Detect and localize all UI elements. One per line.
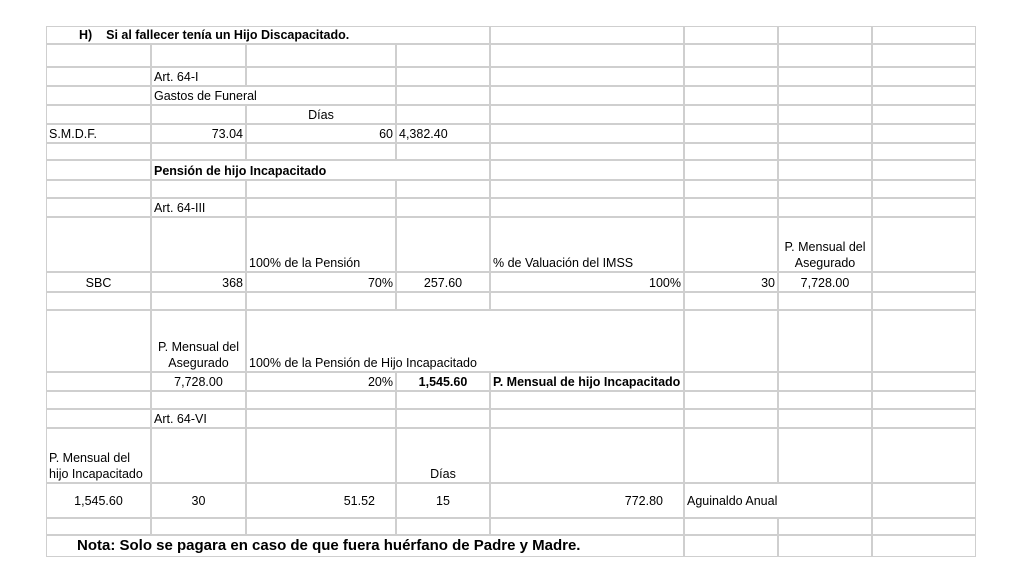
table-cell[interactable] — [151, 409, 246, 428]
table-cell[interactable] — [778, 372, 872, 391]
table-cell[interactable] — [778, 428, 872, 483]
note-text: Nota: Solo se pagara en caso de que fuera huérfano de Padre y Madre. — [77, 537, 581, 554]
child-percent: 20% — [367, 375, 393, 389]
table-cell[interactable] — [872, 124, 976, 143]
table-cell[interactable] — [396, 518, 490, 535]
table-cell[interactable] — [872, 105, 976, 124]
table-cell[interactable] — [396, 217, 490, 272]
table-cell[interactable] — [490, 86, 684, 105]
table-cell[interactable] — [490, 518, 684, 535]
smdf-days: 60 — [379, 127, 393, 141]
insured-monthly-pension-header: P. Mensual del Asegurado — [784, 240, 866, 270]
table-cell[interactable] — [490, 198, 684, 217]
table-cell[interactable] — [872, 272, 976, 292]
table-cell[interactable] — [246, 428, 396, 483]
table-cell[interactable] — [778, 310, 872, 372]
table-cell[interactable] — [151, 518, 246, 535]
table-cell[interactable] — [684, 217, 778, 272]
table-cell[interactable] — [684, 124, 778, 143]
table-row — [46, 180, 976, 198]
table-cell[interactable] — [872, 217, 976, 272]
table-cell[interactable] — [778, 124, 872, 143]
table-cell[interactable] — [246, 180, 396, 198]
table-cell[interactable] — [684, 67, 778, 86]
table-cell[interactable] — [396, 428, 490, 483]
insured-monthly-pension: 7,728.00 — [174, 375, 223, 389]
table-cell[interactable] — [490, 67, 684, 86]
table-row — [46, 272, 976, 292]
table-cell[interactable] — [46, 372, 151, 391]
annual-bonus-label: Aguinaldo Anual — [687, 493, 778, 508]
table-cell[interactable] — [490, 160, 684, 180]
table-cell[interactable] — [246, 217, 396, 272]
table-cell[interactable] — [684, 409, 778, 428]
sbc-value: 368 — [222, 276, 243, 290]
table-cell[interactable] — [151, 292, 246, 310]
table-cell[interactable] — [151, 310, 246, 372]
imss-valuation-header: % de Valuación del IMSS — [493, 256, 634, 270]
note-cell[interactable] — [46, 535, 684, 557]
table-cell[interactable] — [490, 143, 684, 160]
table-cell[interactable] — [778, 409, 872, 428]
sbc-percent: 70% — [367, 276, 393, 290]
bonus-base: 1,545.60 — [74, 493, 123, 508]
table-cell[interactable] — [778, 198, 872, 217]
table-cell[interactable] — [872, 535, 976, 557]
table-cell[interactable] — [872, 409, 976, 428]
table-cell[interactable] — [46, 409, 151, 428]
table-cell[interactable] — [684, 428, 778, 483]
table-cell[interactable] — [872, 198, 976, 217]
smdf-total: 4,382.40 — [399, 127, 448, 141]
table-cell[interactable] — [46, 272, 151, 292]
child-monthly-pension: 1,545.60 — [418, 375, 468, 389]
table-cell[interactable] — [872, 160, 976, 180]
table-cell[interactable] — [246, 272, 396, 292]
table-row — [46, 483, 976, 518]
table-cell[interactable] — [396, 86, 490, 105]
table-cell[interactable] — [872, 428, 976, 483]
table-row — [46, 105, 976, 124]
table-cell[interactable] — [778, 67, 872, 86]
table-row — [46, 86, 976, 105]
table-cell[interactable] — [778, 518, 872, 535]
child-pension-heading: Pensión de hijo Incapacitado — [154, 164, 327, 178]
table-cell[interactable] — [246, 483, 396, 518]
table-row — [46, 292, 976, 310]
table-cell[interactable] — [396, 105, 490, 124]
article-label: Art. 64-III — [154, 201, 206, 215]
table-cell[interactable] — [151, 67, 246, 86]
table-cell[interactable] — [46, 160, 151, 180]
table-cell[interactable] — [396, 44, 490, 67]
table-cell[interactable] — [246, 409, 396, 428]
spreadsheet-table — [46, 26, 976, 557]
table-row — [46, 26, 976, 44]
table-cell[interactable] — [872, 44, 976, 67]
table-cell[interactable] — [778, 292, 872, 310]
table-cell[interactable] — [778, 26, 872, 44]
table-row — [46, 160, 976, 180]
table-cell[interactable] — [778, 391, 872, 409]
bonus-days: 15 — [436, 493, 450, 508]
table-cell[interactable] — [246, 292, 396, 310]
section-title-cell[interactable] — [46, 26, 490, 44]
sbc-days: 30 — [761, 276, 775, 290]
table-cell[interactable] — [684, 272, 778, 292]
smdf-value: 73.04 — [211, 127, 243, 141]
table-cell[interactable] — [46, 143, 151, 160]
table-cell[interactable] — [490, 180, 684, 198]
table-cell[interactable] — [396, 292, 490, 310]
table-cell[interactable] — [872, 180, 976, 198]
table-cell[interactable] — [46, 67, 151, 86]
child-monthly-pension-header: P. Mensual del hijo Incapacitado — [49, 451, 143, 481]
table-cell[interactable] — [396, 409, 490, 428]
table-cell[interactable] — [684, 160, 778, 180]
table-cell[interactable] — [778, 44, 872, 67]
table-cell[interactable] — [872, 292, 976, 310]
table-cell[interactable] — [46, 292, 151, 310]
table-cell[interactable] — [684, 180, 778, 198]
table-cell[interactable] — [684, 391, 778, 409]
child-monthly-pension-label: P. Mensual de hijo Incapacitado — [493, 375, 681, 389]
table-cell[interactable] — [246, 67, 396, 86]
table-row — [46, 518, 976, 535]
days-header: Días — [430, 467, 456, 481]
table-cell[interactable] — [151, 44, 246, 67]
table-row — [46, 44, 976, 67]
table-cell[interactable] — [490, 105, 684, 124]
table-cell[interactable] — [490, 124, 684, 143]
table-cell[interactable] — [684, 535, 778, 557]
valuation-percent: 100% — [649, 276, 681, 290]
table-cell[interactable] — [872, 86, 976, 105]
table-cell[interactable] — [46, 391, 151, 409]
section-title: H) Si al fallecer tenía un Hijo Discapacitado. — [79, 28, 350, 42]
table-cell[interactable] — [246, 518, 396, 535]
table-cell[interactable] — [396, 272, 490, 292]
table-cell[interactable] — [778, 180, 872, 198]
table-cell[interactable] — [872, 483, 976, 518]
table-row — [46, 124, 976, 143]
insured-monthly-pension-header: P. Mensual del Asegurado — [157, 340, 240, 370]
table-cell[interactable] — [778, 160, 872, 180]
table-cell[interactable] — [46, 180, 151, 198]
bonus-total: 772.80 — [624, 493, 663, 508]
bonus-daily-amount: 51.52 — [343, 493, 375, 508]
table-cell[interactable] — [46, 86, 151, 105]
table-cell[interactable] — [151, 428, 246, 483]
table-cell[interactable] — [490, 217, 684, 272]
table-cell[interactable] — [872, 67, 976, 86]
table-cell[interactable] — [246, 143, 396, 160]
table-cell[interactable] — [490, 391, 684, 409]
table-cell[interactable] — [151, 105, 246, 124]
article-label: Art. 64-I — [154, 70, 199, 84]
table-row — [46, 372, 976, 391]
table-cell[interactable] — [46, 44, 151, 67]
table-cell[interactable] — [684, 292, 778, 310]
table-cell[interactable] — [151, 124, 246, 143]
table-cell[interactable] — [46, 518, 151, 535]
table-cell[interactable] — [151, 372, 246, 391]
table-cell[interactable] — [684, 44, 778, 67]
table-cell[interactable] — [46, 198, 151, 217]
days-header: Días — [308, 108, 334, 122]
table-cell[interactable] — [872, 518, 976, 535]
table-cell[interactable] — [46, 217, 151, 272]
table-cell[interactable] — [151, 198, 246, 217]
table-cell[interactable] — [396, 143, 490, 160]
table-cell[interactable] — [396, 391, 490, 409]
article-label: Art. 64-VI — [154, 412, 207, 426]
table-cell[interactable] — [778, 86, 872, 105]
table-cell[interactable] — [246, 372, 396, 391]
table-cell[interactable] — [872, 310, 976, 372]
table-row — [46, 198, 976, 217]
table-row — [46, 67, 976, 86]
table-cell[interactable] — [778, 105, 872, 124]
table-cell[interactable] — [490, 26, 684, 44]
table-cell[interactable] — [684, 198, 778, 217]
table-cell[interactable] — [872, 26, 976, 44]
table-cell[interactable] — [872, 372, 976, 391]
table-cell[interactable] — [684, 310, 778, 372]
pension-percent-header: 100% de la Pensión — [249, 256, 361, 270]
table-cell[interactable] — [46, 483, 151, 518]
table-cell[interactable] — [151, 180, 246, 198]
table-cell[interactable] — [684, 26, 778, 44]
table-cell[interactable] — [246, 124, 396, 143]
bonus-month-days: 30 — [191, 493, 206, 508]
table-cell[interactable] — [490, 292, 684, 310]
table-cell[interactable] — [151, 483, 246, 518]
table-cell[interactable] — [46, 310, 151, 372]
table-cell[interactable] — [46, 124, 151, 143]
table-cell[interactable] — [684, 86, 778, 105]
table-cell[interactable] — [396, 483, 490, 518]
table-cell[interactable] — [490, 409, 684, 428]
table-cell[interactable] — [684, 105, 778, 124]
table-cell[interactable] — [396, 67, 490, 86]
table-cell[interactable] — [490, 483, 684, 518]
table-cell[interactable] — [684, 372, 778, 391]
table-cell[interactable] — [778, 272, 872, 292]
funeral-expenses-label: Gastos de Funeral — [154, 89, 257, 103]
table-row — [46, 535, 976, 557]
table-cell[interactable] — [872, 391, 976, 409]
table-row — [46, 391, 976, 409]
table-cell[interactable] — [490, 44, 684, 67]
table-row — [46, 428, 976, 483]
table-cell[interactable] — [151, 143, 246, 160]
table-row — [46, 217, 976, 272]
table-cell[interactable] — [684, 518, 778, 535]
table-cell[interactable] — [396, 124, 490, 143]
table-cell[interactable] — [396, 198, 490, 217]
table-cell[interactable] — [396, 180, 490, 198]
table-cell[interactable] — [684, 143, 778, 160]
table-cell[interactable] — [151, 217, 246, 272]
table-cell[interactable] — [396, 372, 490, 391]
sbc-label: SBC — [85, 276, 112, 290]
insured-monthly-pension: 7,728.00 — [800, 276, 850, 290]
table-cell[interactable] — [46, 105, 151, 124]
table-cell[interactable] — [778, 535, 872, 557]
table-cell[interactable] — [872, 143, 976, 160]
table-cell[interactable] — [151, 160, 490, 180]
table-cell[interactable] — [490, 272, 684, 292]
table-row — [46, 143, 976, 160]
table-cell[interactable] — [246, 44, 396, 67]
table-cell[interactable] — [684, 483, 872, 518]
child-pension-percent-header: 100% de la Pensión de Hijo Incapacitado — [249, 356, 477, 370]
table-cell[interactable] — [151, 86, 396, 105]
table-row — [46, 409, 976, 428]
table-cell[interactable] — [46, 428, 151, 483]
table-cell[interactable] — [490, 428, 684, 483]
sbc-pension: 257.60 — [423, 276, 463, 290]
table-cell[interactable] — [151, 391, 246, 409]
table-row — [46, 310, 976, 372]
table-cell[interactable] — [778, 217, 872, 272]
table-cell[interactable] — [246, 310, 684, 372]
table-cell[interactable] — [490, 372, 684, 391]
table-cell[interactable] — [151, 272, 246, 292]
table-cell[interactable] — [246, 391, 396, 409]
table-cell[interactable] — [246, 105, 396, 124]
smdf-label: S.M.D.F. — [49, 127, 97, 141]
table-cell[interactable] — [246, 198, 396, 217]
table-cell[interactable] — [778, 143, 872, 160]
